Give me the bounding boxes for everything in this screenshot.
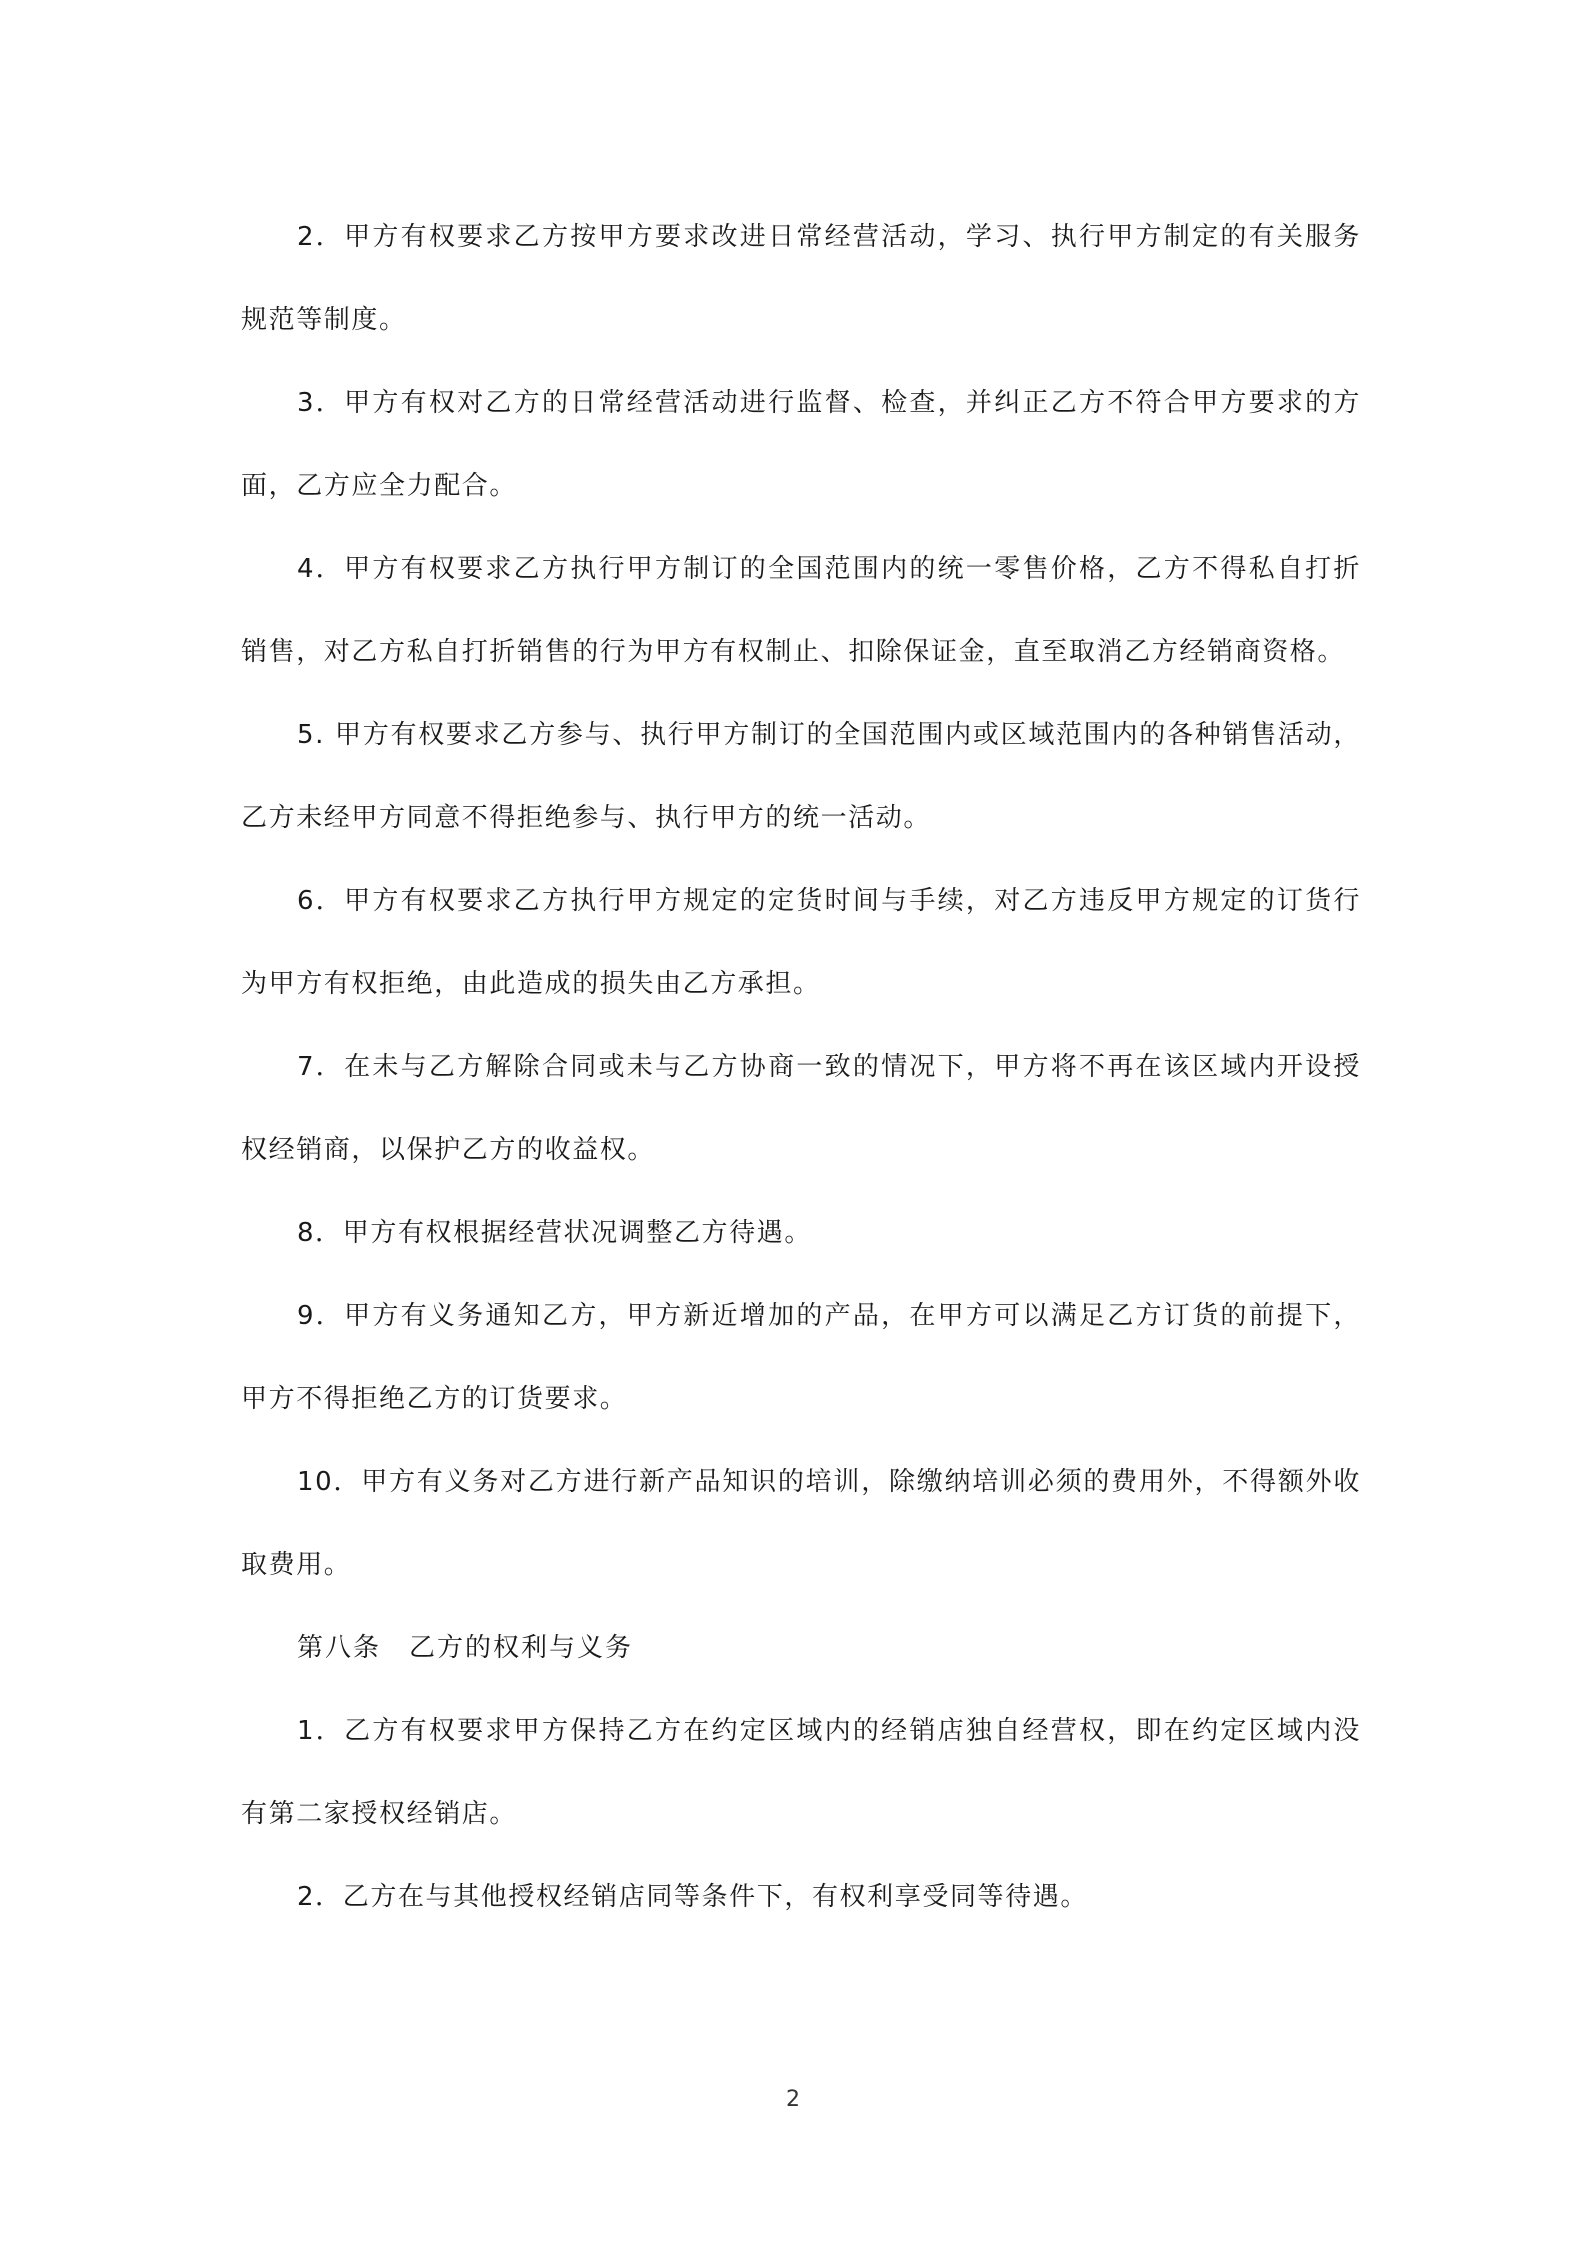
clause-paragraph: 10．甲方有义务对乙方进行新产品知识的培训，除缴纳培训必须的费用外，不得额外收取费用。 <box>241 1467 1361 1580</box>
clause-paragraph: 2．甲方有权要求乙方按甲方要求改进日常经营活动，学习、执行甲方制定的有关服务规范等制度。 <box>241 222 1361 335</box>
clause-paragraph: 3．甲方有权对乙方的日常经营活动进行监督、检查，并纠正乙方不符合甲方要求的方面，乙方应全力配合。 <box>241 388 1361 501</box>
clause-paragraph: 2．乙方在与其他授权经销店同等条件下，有权利享受同等待遇。 <box>297 1882 1088 1912</box>
clause-paragraph: 8．甲方有权根据经营状况调整乙方待遇。 <box>297 1218 812 1248</box>
document-body <box>241 196 1361 1939</box>
clause-paragraph: 1．乙方有权要求甲方保持乙方在约定区域内的经销店独自经营权，即在约定区域内没有第二家授权经销店。 <box>241 1716 1361 1829</box>
clause-paragraph: 9．甲方有义务通知乙方，甲方新近增加的产品，在甲方可以满足乙方订货的前提下，甲方不得拒绝乙方的订货要求。 <box>241 1301 1361 1414</box>
clause-paragraph: 6．甲方有权要求乙方执行甲方规定的定货时间与手续，对乙方违反甲方规定的订货行为甲方有权拒绝，由此造成的损失由乙方承担。 <box>241 886 1361 999</box>
page-number: 2 <box>786 2087 800 2112</box>
article-heading: 第八条 乙方的权利与义务 <box>297 1633 634 1663</box>
clause-paragraph: 7．在未与乙方解除合同或未与乙方协商一致的情况下，甲方将不再在该区域内开设授权经销商，以保护乙方的收益权。 <box>241 1052 1361 1165</box>
clause-paragraph: 4．甲方有权要求乙方执行甲方制订的全国范围内的统一零售价格，乙方不得私自打折销售，对乙方私自打折销售的行为甲方有权制止、扣除保证金，直至取消乙方经销商资格。 <box>241 554 1361 667</box>
clause-paragraph: 5. 甲方有权要求乙方参与、执行甲方制订的全国范围内或区域范围内的各种销售活动，乙方未经甲方同意不得拒绝参与、执行甲方的统一活动。 <box>241 720 1361 833</box>
